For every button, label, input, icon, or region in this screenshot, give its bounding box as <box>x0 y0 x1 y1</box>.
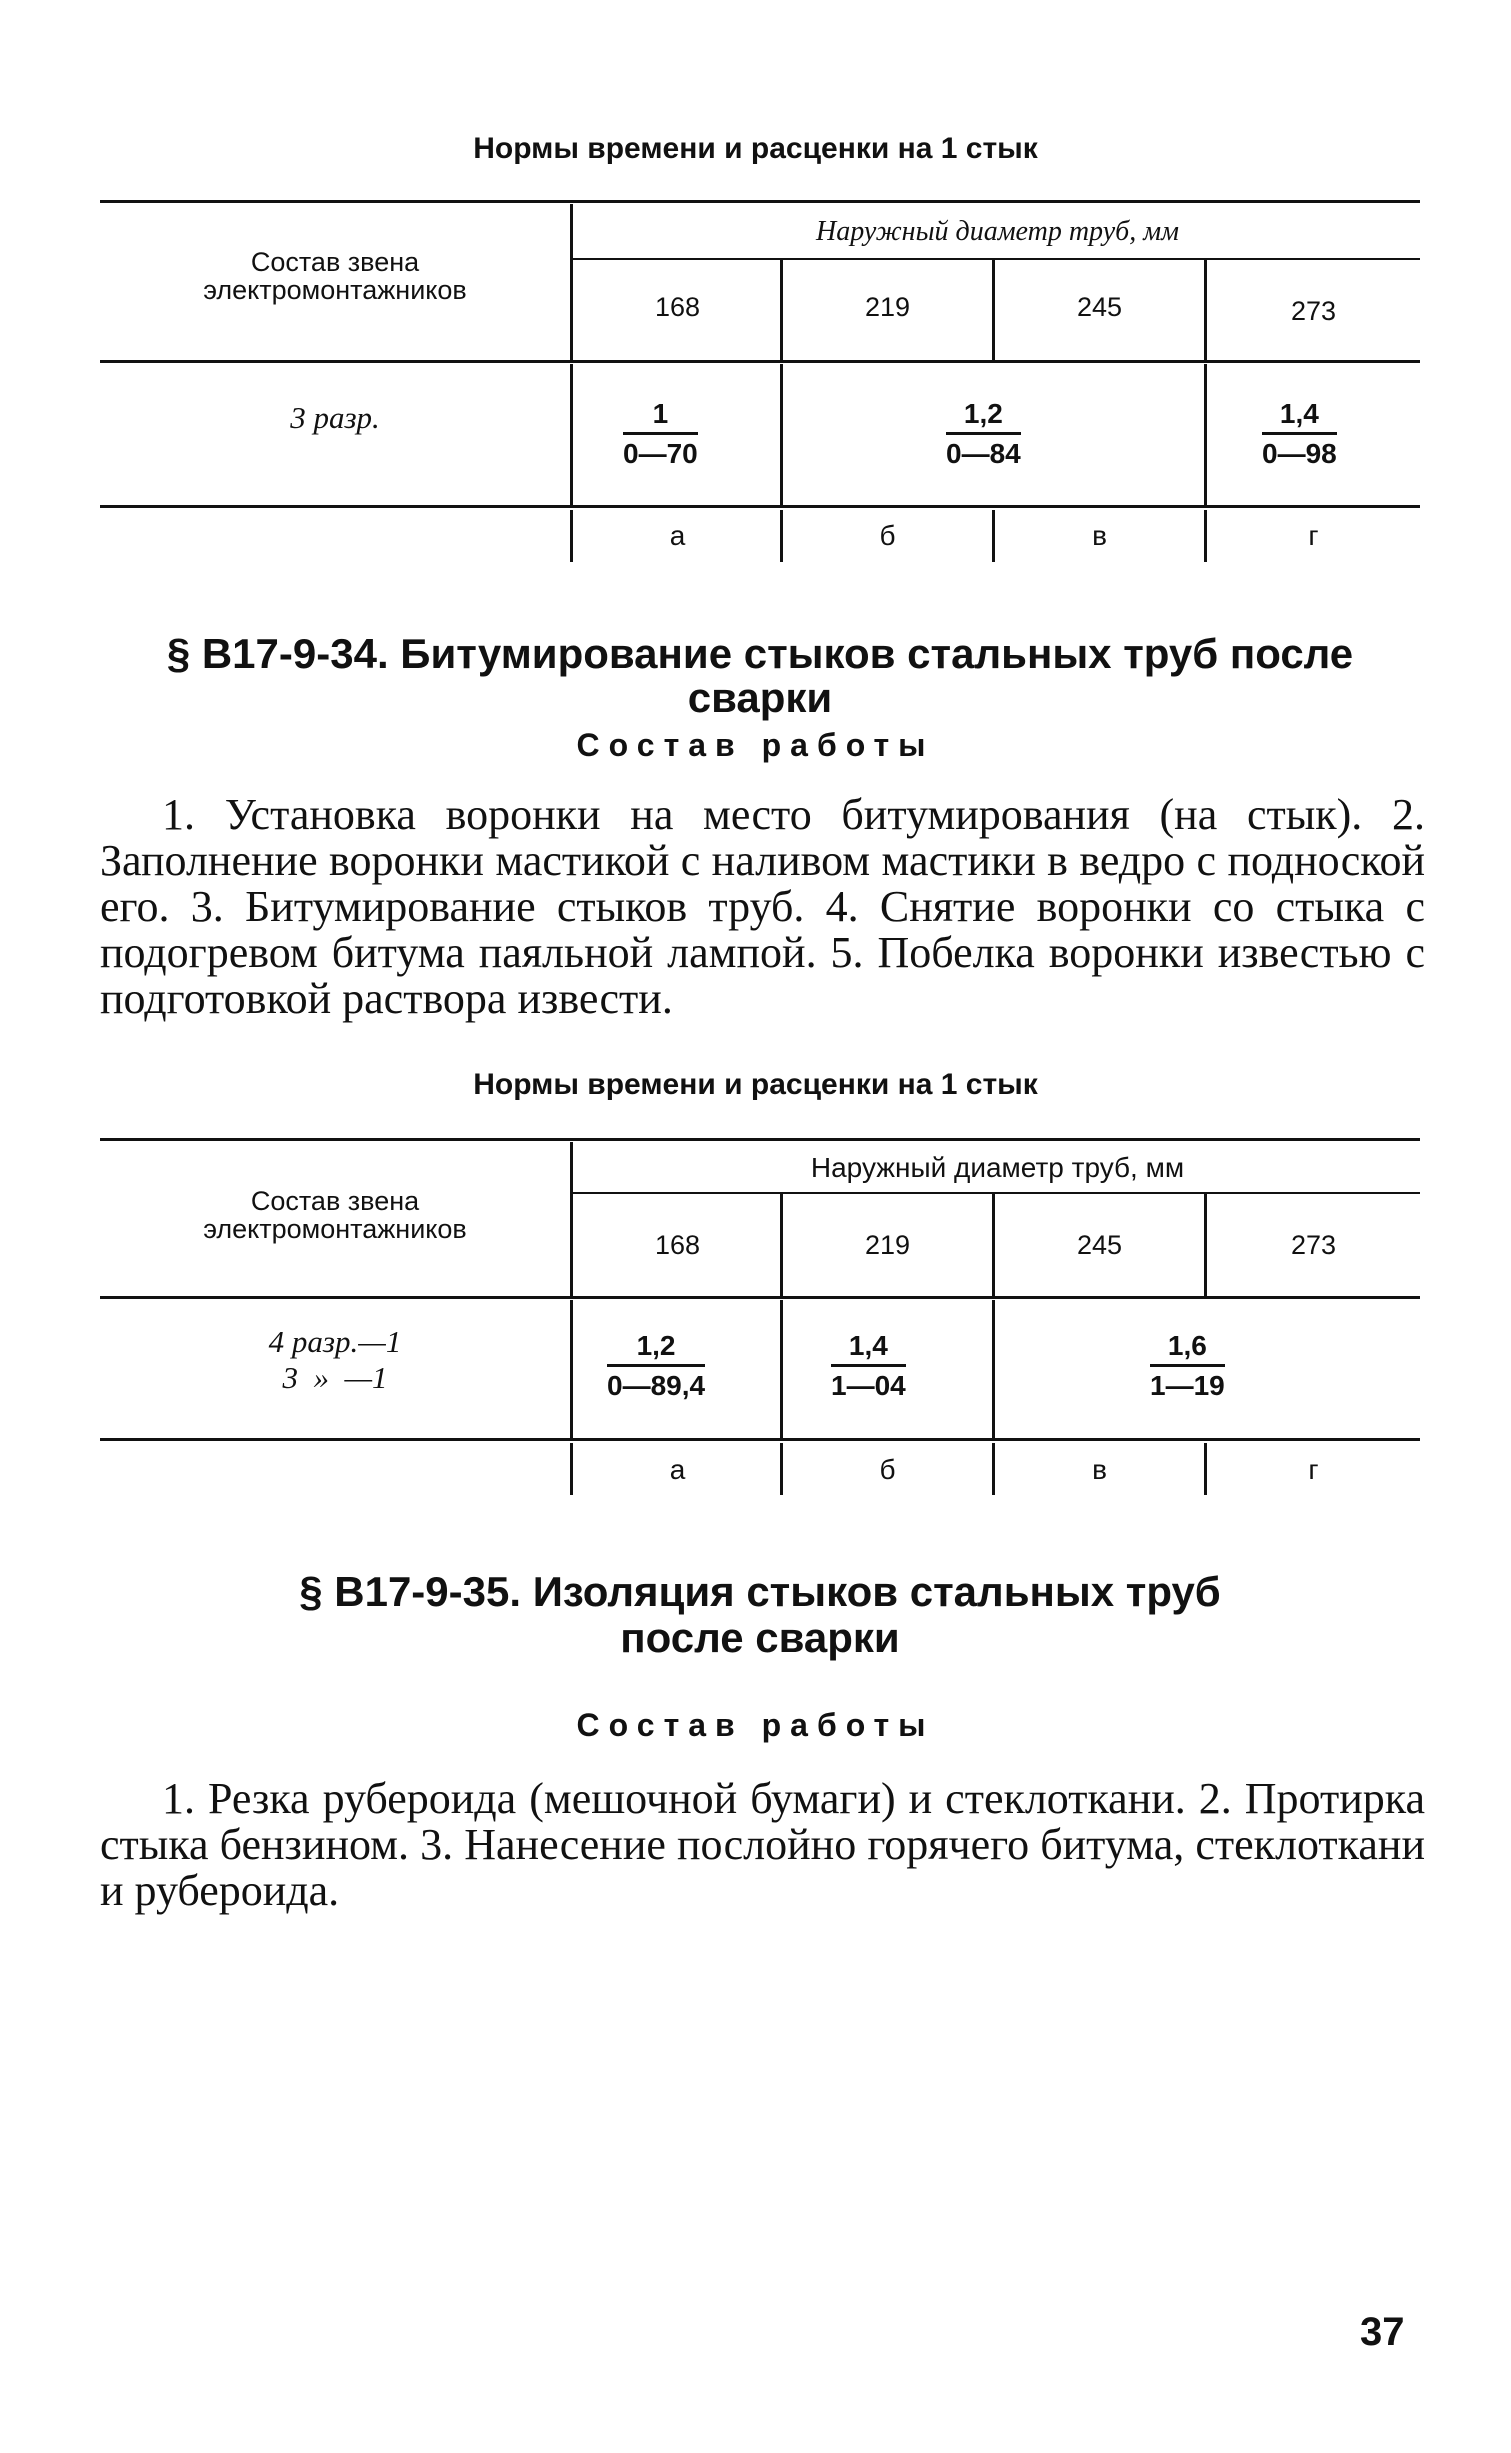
table-2-letter-a: а <box>669 1454 686 1485</box>
table-1-letter-b: б <box>879 520 896 551</box>
section-2-text: 1. Резка рубероида (мешочной бумаги) и стеклоткани. 2. Протирка стыка бензином. 3. Нанесение послойно горячего битума, стеклоткани и рубероида. <box>100 1774 1425 1915</box>
table-2-col-273: 273 <box>1290 1230 1337 1260</box>
section-2-subtitle: Состав работы <box>576 1707 935 1743</box>
table-1-col-245: 245 <box>1076 292 1123 322</box>
table-1-cell-a: $\frac{1}{0—70}$ <box>623 398 698 469</box>
section-2-title-line-2: после сварки <box>620 1614 900 1661</box>
section-2-title-line-1: § В17-9-35. Изоляция стыков стальных труб <box>299 1568 1221 1615</box>
table-2-row-label-2: 3 » —1 <box>282 1360 388 1395</box>
table-1-col-168: 168 <box>654 292 701 322</box>
table-2-letter-g: г <box>1308 1454 1319 1485</box>
table-2-cell-b: $\frac{1,4}{1—04}$ <box>831 1330 906 1401</box>
table-1-letter-v: в <box>1092 520 1107 551</box>
page-number: 37 <box>1360 2310 1405 2354</box>
table-2-caption: Нормы времени и расценки на 1 стык <box>473 1068 1038 1101</box>
table-2-col-245: 245 <box>1076 1230 1123 1260</box>
table-1-row-header: Состав звена электромонтажников <box>203 247 467 305</box>
section-1-subtitle: Состав работы <box>576 727 935 763</box>
table-2-col-219: 219 <box>864 1230 911 1260</box>
table-1-cell-bv: $\frac{1,2}{0—84}$ <box>946 398 1021 469</box>
table-2-letter-b: б <box>879 1454 896 1485</box>
table-1-col-273: 273 <box>1290 296 1337 326</box>
table-1-row-label: 3 разр. <box>290 400 380 435</box>
section-1-text: 1. Установка воронки на место битумирования (на стык). 2. Заполнение воронки мастикой с наливом мастики в ведро с подноской его. 3. Битумирование стыков труб. 4. Снятие воронки со стыка с подогревом битума паяльной лампой. 5. Побелка воронки известью с подготовкой раствора извести. <box>100 790 1425 1023</box>
section-1-title: § В17-9-34. Битумирование стыков стальных труб после сварки <box>166 630 1354 721</box>
table-1-group-header: Наружный диаметр труб, мм <box>816 216 1179 247</box>
table-1-cell-g: $\frac{1,4}{0—98}$ <box>1262 398 1337 469</box>
table-2-row-header: Состав звена электромонтажников <box>203 1186 467 1244</box>
table-2-row-label-1: 4 разр.—1 <box>268 1324 402 1359</box>
table-2-col-168: 168 <box>654 1230 701 1260</box>
table-2-cell-vg: $\frac{1,6}{1—19}$ <box>1150 1330 1225 1401</box>
table-2-cell-a: $\frac{1,2}{0—89,4}$ <box>607 1330 706 1401</box>
table-2-letter-v: в <box>1092 1454 1107 1485</box>
table-1-caption: Нормы времени и расценки на 1 стык <box>473 132 1038 165</box>
table-2-group-header: Наружный диаметр труб, мм <box>810 1152 1185 1183</box>
table-1-letter-g: г <box>1308 520 1319 551</box>
table-1-col-219: 219 <box>864 292 911 322</box>
table-1-letter-a: а <box>669 520 686 551</box>
